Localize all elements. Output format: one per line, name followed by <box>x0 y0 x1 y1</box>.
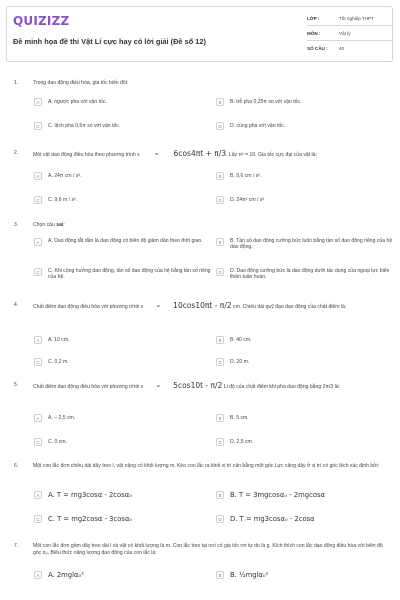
question-number: 6. <box>14 463 19 469</box>
option-key: B <box>216 98 224 106</box>
option-text: B. T = 3mgcosα₀ - 2mgcosα <box>230 491 326 499</box>
question-text-pre: Chất điểm dao động điều hòa với phương trình x <box>33 384 144 390</box>
option-c[interactable] <box>34 196 77 204</box>
option-key: B <box>216 172 224 180</box>
option-a[interactable] <box>34 571 84 579</box>
option-key: D <box>216 196 224 204</box>
option-b[interactable] <box>216 491 325 499</box>
question-text <box>33 150 383 159</box>
option-text: B. 9,6 cm / s². <box>230 173 262 179</box>
option-text: D. cùng pha với vận tốc. <box>230 123 286 129</box>
option-text: A. T = mg3cosα - 2cosα₀ <box>48 491 132 499</box>
option-d[interactable] <box>216 358 249 366</box>
option-text: A. – 2,5 cm. <box>48 415 76 421</box>
option-key: A <box>34 98 42 106</box>
meta-row-class <box>307 11 393 26</box>
question-text-pre: Chọn câu <box>33 222 57 228</box>
option-key: A <box>34 172 42 180</box>
option-text: A. 10 cm. <box>48 337 70 343</box>
option-key: C <box>34 268 42 276</box>
option-key: A <box>34 336 42 344</box>
question-text-post: : <box>63 222 65 228</box>
question-number: 2. <box>14 150 19 156</box>
quiz-title: Đề minh họa đề thi Vật Lí cực hay có lời giải (Đề số 12) <box>13 37 206 46</box>
question-text: Trong dao động điều hòa, gia tốc biến đổi: <box>33 80 129 86</box>
option-b[interactable] <box>216 571 268 579</box>
option-a[interactable] <box>34 172 82 180</box>
option-key: C <box>34 358 42 366</box>
option-text: B. trễ pha 0,25π so với vận tốc. <box>230 99 302 105</box>
option-text: B. Tần số dao động cưỡng bức luôn bằng tần số dao động riêng của hệ dao động. <box>230 238 393 250</box>
quiz-header <box>6 6 393 62</box>
question-text <box>33 382 383 391</box>
meta-label: SỐ CÂU : <box>307 45 328 51</box>
question-text-post: cm. Chiều dài quỹ đạo dao động của chất điểm là: <box>231 304 347 310</box>
option-d[interactable] <box>216 268 394 280</box>
option-b[interactable] <box>216 98 301 106</box>
option-text: B. 5 cm. <box>230 415 249 421</box>
question-text-bold: sai <box>56 222 64 228</box>
option-text: C. T = mg2cosα - 3cosα₀ <box>48 515 133 523</box>
meta-label: LỚP : <box>307 15 320 21</box>
equation: 6cos4πt + π/3 <box>173 149 227 158</box>
question-number: 4. <box>14 302 19 308</box>
option-b[interactable] <box>216 172 261 180</box>
option-text: A. 24π cm / s². <box>48 173 82 179</box>
question-text-pre: Chất điểm dao động điều hòa với phương trình x <box>33 304 144 310</box>
option-b[interactable] <box>216 414 249 422</box>
option-key: C <box>34 438 42 446</box>
option-text: D. 24π² cm / s² <box>230 197 265 203</box>
question-text-pre: Một vật dao động điều hòa theo phương trình x <box>33 152 140 158</box>
option-key: D <box>216 268 224 276</box>
option-a[interactable] <box>34 414 75 422</box>
option-text: A. ngược pha với vận tốc. <box>48 99 107 105</box>
option-key: D <box>216 515 224 523</box>
equation: 5cos10t - π/2 <box>173 381 223 390</box>
option-a[interactable] <box>34 336 70 344</box>
option-text: D. 20 m. <box>230 359 250 365</box>
equals-sign: = <box>156 384 160 390</box>
option-d[interactable] <box>216 196 264 204</box>
option-text: B. 40 cm. <box>230 337 252 343</box>
meta-row-count <box>307 41 393 55</box>
option-text: A. 2mglα₀² <box>48 571 84 579</box>
meta-label: MÔN : <box>307 30 321 36</box>
option-text: D. 2,5 cm. <box>230 439 254 445</box>
option-c[interactable] <box>34 268 212 280</box>
quizizz-logo: QUIZIZZ <box>13 14 70 28</box>
option-b[interactable] <box>216 238 394 250</box>
option-text: C. 0 cm. <box>48 439 67 445</box>
equals-sign: = <box>155 152 159 158</box>
option-key: B <box>216 238 224 246</box>
option-text: C. Khi cộng hưởng dao động, tần số dao động của hệ bằng tần số riêng của hệ. <box>48 268 211 280</box>
option-d[interactable] <box>216 438 253 446</box>
option-key: B <box>216 336 224 344</box>
option-key: D <box>216 438 224 446</box>
option-key: A <box>34 571 42 579</box>
option-c[interactable] <box>34 358 69 366</box>
option-key: A <box>34 414 42 422</box>
question-text: Một con lắc đơn gồm dây treo dài l và vật có khối lượng là m. Con lắc treo tại nơi có gia tốc rơi tự do là g. Kích thích con lắc dao động điều hòa với biên độ góc α₀. Biểu thức năng lượng dao động của con lắc là: <box>33 543 383 556</box>
question-number: 7. <box>14 543 19 549</box>
option-d[interactable] <box>216 515 315 523</box>
option-key: B <box>216 571 224 579</box>
option-a[interactable] <box>34 238 212 246</box>
option-text: D. Dao động cưỡng bức là dao động dưới tác dụng của ngoại lực biến thiên tuần hoàn. <box>230 268 390 280</box>
option-text: B. ½mglα₀² <box>230 571 269 579</box>
option-key: A <box>34 238 42 246</box>
option-key: C <box>34 515 42 523</box>
question-text: Một con lắc đơn chiều dài dây treo l, vật nặng có khối lượng m. Kéo con lắc ra khỏi vị trí cân bằng một góc Lực căng dây ở vị trí có góc lệch xác định bởi: <box>33 463 380 469</box>
meta-row-subject <box>307 26 393 41</box>
option-text: C. 9,6 m / s². <box>48 197 78 203</box>
question-text <box>33 222 383 229</box>
option-key: A <box>34 491 42 499</box>
option-text: C. 0,2 m. <box>48 359 69 365</box>
question-number: 1. <box>14 80 19 86</box>
option-key: C <box>34 196 42 204</box>
option-a[interactable] <box>34 491 132 499</box>
equation: 10cos10πt - π/2 <box>173 301 232 310</box>
equals-sign: = <box>156 304 160 310</box>
question-number: 5. <box>14 382 19 388</box>
question-number: 3. <box>14 222 19 228</box>
option-c[interactable] <box>34 122 120 130</box>
option-d[interactable] <box>216 122 285 130</box>
option-key: B <box>216 414 224 422</box>
meta-value: 40 <box>339 45 345 51</box>
question-text-post: . Lấy π² = 10. Gia tốc cực đại của vật là: <box>226 152 317 158</box>
meta-value: Vật lý <box>339 30 351 36</box>
option-c[interactable] <box>34 438 67 446</box>
question-text <box>33 302 383 311</box>
meta-value: Tốt nghiệp THPT <box>339 15 374 21</box>
option-text: D. T = mg3cosα₀ - 2cosα <box>230 515 315 523</box>
question-text-post: Li độ của chất điểm khi pha dao động bằng 2π/3 là: <box>222 384 340 390</box>
option-key: D <box>216 122 224 130</box>
option-a[interactable] <box>34 98 107 106</box>
quiz-meta <box>307 11 393 55</box>
option-text: C. lệch pha 0,5π so với vận tốc. <box>48 123 121 129</box>
option-key: D <box>216 358 224 366</box>
option-b[interactable] <box>216 336 252 344</box>
option-c[interactable] <box>34 515 132 523</box>
option-text: A. Dao động tắt dần là dao động có biên độ giảm dần theo thời gian. <box>48 238 203 244</box>
option-key: C <box>34 122 42 130</box>
option-key: B <box>216 491 224 499</box>
